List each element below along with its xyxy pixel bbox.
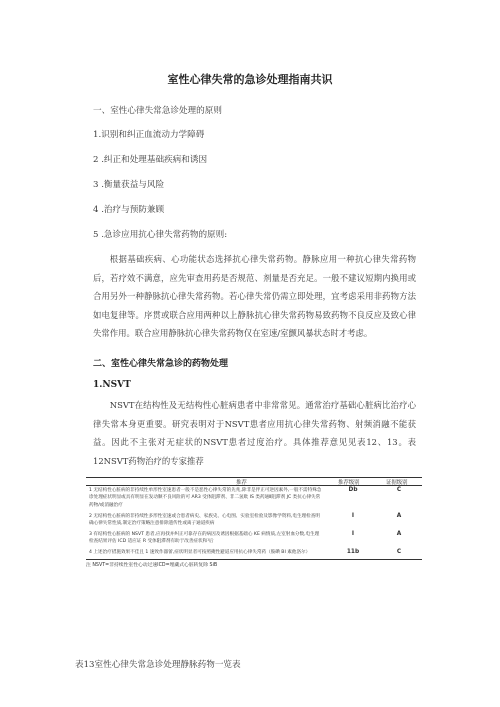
row-level: C (396, 549, 402, 555)
row-text: 3 有结构性心脏病的 NSVT 患者,应再找并纠正可靠存在的病因及诱因根据基础心 KE 病情质,左室射血分数,电生理检查结果评估 ICD 适应证 R 受体阻滞剂有助于改善症状和¹后 (89, 532, 320, 545)
row-class: I (351, 513, 355, 519)
page-title: 室性心律失常的急诊处理指南共识 (167, 73, 333, 86)
principle-item-2: 2 .纠正和处理基础疾病和诱因 (93, 155, 208, 165)
nsvt-paragraph: NSVT在结构性及无结构性心脏病患者中非常常见。通常治疗基础心脏病比治疗心律失常本身更重要。研究表明对于NSVT患者应用抗心律失常药物、射频消融不能获益。因此不主张对无症状的NSVT患者过度治疗。具体推荐意见见表12、13。表12NSVT药物治疗的专家推荐 (93, 400, 416, 466)
table-header-level: 证据级别 (386, 480, 408, 486)
row-level: A (396, 531, 402, 537)
table-note: 注 NSVT=非持续性室性心动过速ICD=埋藏式心脏转复除 SiB (86, 563, 218, 568)
principle-item-3: 3 .衡量获益与风险 (93, 180, 165, 190)
table-header-rule (86, 485, 422, 486)
row-level: A (396, 513, 402, 519)
table-13-caption: 表13室性心律失常急诊处理静脉药物一览表 (75, 660, 241, 670)
row-class: I (351, 531, 355, 537)
row-text: 4 上述治疗措施效果不佳且 1 速致作器蕾,症状明显者可按照掩性避道应用抗心律失常药（胺碘 BI 素他洛尔） (89, 550, 311, 555)
table-row (86, 487, 422, 511)
nsvt-subheading: 1.NSVT (93, 380, 131, 390)
row-class: Db (348, 487, 358, 493)
table-bottom-rule (86, 559, 422, 560)
section2-heading: 二、室性心律失常急诊的药物处理 (93, 359, 229, 369)
row-text: 1 无结构性心脏病的非持续性单形性室速患者一般不是恶性心律失常的先兆,除非是伴正可逆因素外,一般不需特殊急诊处理症状明显或具有明显在发动顺不良风险的可 AR3 受体阻滞剂、非二氢吡 IS 类药通Ⅱ阻滞剂 JC 类抗心律失常药物/或消融治疗 (89, 488, 322, 508)
principle-item-4: 4 .治疗与预防兼顾 (93, 205, 165, 215)
principles-paragraph: 根据基础疾病、心功能状态选择抗心律失常药物。静脉应用一种抗心律失常药物后，若疗效不满意，应先审查用药是否规范、剂量是否充足。一般不建议短期内换用或合用另外一种静脉抗心律失常药物。若心律失常仍需立即处理，宜考虑采用非药物方法如电复律等。序贯或联合应用两种以上静脉抗心律失常药物易致药物不良反应及致心律失常作用。联合应用静脉抗心律失常药物仅在室速/室颤风暴状态时才考虑。 (93, 254, 416, 339)
table-top-rule (86, 477, 422, 478)
table-header-class: 推荐级别 (338, 480, 360, 486)
row-class: 11b (346, 549, 360, 555)
table-row (86, 531, 422, 547)
table-row (86, 549, 422, 557)
principle-item-5: 5 .急诊应用抗心律失常药物的原则: (93, 230, 228, 240)
table-row (86, 513, 422, 529)
principle-item-1: 1.识别和纠正血流动力学障碍 (93, 130, 205, 140)
section1-heading: 一、室性心律失常急诊处理的原则 (93, 106, 222, 116)
row-text: 2 无结构性心脏病的非持续性多形性室速或合患者病史、家族史、心电图、实验室检验及影像学资料,电生理检查明确心律失常性质,制定治疗策略注意排除遗传性或离子通道疾病 (89, 514, 320, 527)
table-header-recommendation: 推荐 (236, 480, 247, 486)
row-level: C (396, 487, 402, 493)
